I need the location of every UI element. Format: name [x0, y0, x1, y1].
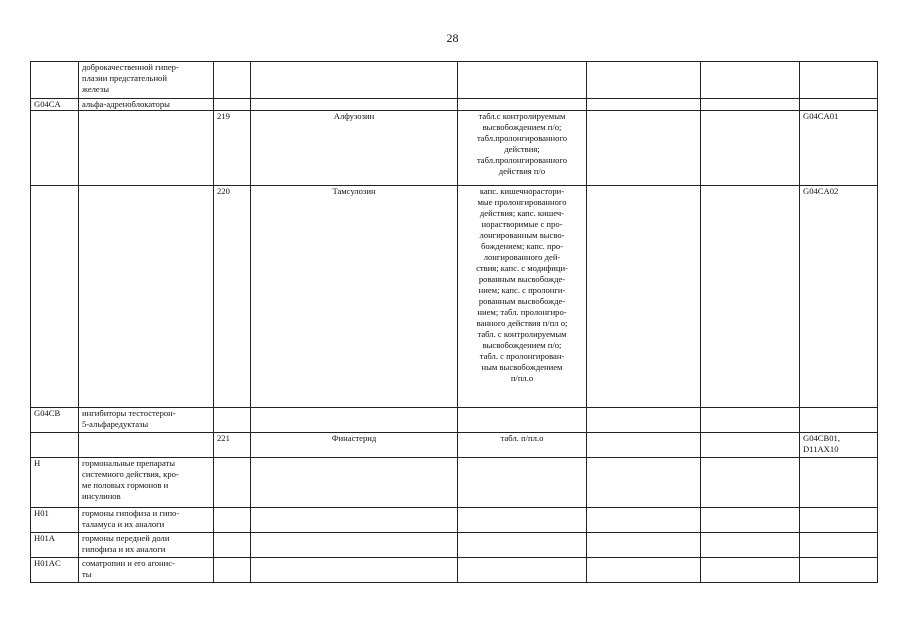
drug-name-cell	[251, 458, 458, 508]
drug-name-cell	[251, 408, 458, 433]
group-name-cell: соматропин и его агонис- ты	[79, 558, 214, 583]
atc-code-cell: H	[31, 458, 79, 508]
dosage-form-cell	[458, 508, 587, 533]
empty-cell	[587, 558, 701, 583]
table-row	[31, 111, 878, 186]
table-row	[31, 99, 878, 111]
empty-cell	[701, 62, 800, 99]
table-row	[31, 558, 878, 583]
empty-cell	[701, 433, 800, 458]
empty-cell	[701, 508, 800, 533]
atc-reference-cell: G04CA02	[800, 186, 878, 408]
drug-name-cell	[251, 558, 458, 583]
dosage-form-cell	[458, 62, 587, 99]
row-number-cell	[214, 62, 251, 99]
group-name-cell: гормональные препараты системного действия, кро- ме половых гормонов и инсулинов	[79, 458, 214, 508]
table-row	[31, 458, 878, 508]
drug-name-cell	[251, 99, 458, 111]
atc-code-cell	[31, 62, 79, 99]
empty-cell	[587, 533, 701, 558]
group-name-cell: ингибиторы тестостерон- 5-альфаредуктазы	[79, 408, 214, 433]
dosage-form-cell	[458, 99, 587, 111]
row-number-cell	[214, 408, 251, 433]
drug-name-cell	[251, 533, 458, 558]
page-number: 28	[446, 31, 459, 45]
group-name-cell: альфа-адреноблокаторы	[79, 99, 214, 111]
group-name-cell	[79, 111, 214, 186]
empty-cell	[587, 508, 701, 533]
empty-cell	[587, 408, 701, 433]
atc-reference-cell	[800, 533, 878, 558]
atc-code-cell: H01	[31, 508, 79, 533]
drug-name-cell: Финастерид	[251, 433, 458, 458]
empty-cell	[701, 186, 800, 408]
row-number-cell: 220	[214, 186, 251, 408]
atc-code-cell: G04CB	[31, 408, 79, 433]
table-row	[31, 408, 878, 433]
drug-name-cell	[251, 508, 458, 533]
dosage-form-cell	[458, 408, 587, 433]
table-row	[31, 533, 878, 558]
row-number-cell	[214, 533, 251, 558]
atc-reference-cell	[800, 99, 878, 111]
empty-cell	[701, 99, 800, 111]
empty-cell	[587, 62, 701, 99]
drug-name-cell: Тамсулозин	[251, 186, 458, 408]
drug-name-cell	[251, 62, 458, 99]
atc-code-cell	[31, 186, 79, 408]
dosage-form-cell: табл.с контролируемым высвобождением п/о; табл.пролонгированного действия; табл.пролонгированного действия п/о	[458, 111, 587, 186]
dosage-form-cell: капс. кишечнорастори- мые пролонгированного действия; капс. кишеч- норастворимые с про- лонгированным высво- бождением; капс. про- лонгированного дей- ствия; капс. с модифици- рованным высвобожде- нием; капс. с пролонги- рованным высвобожде- нием; табл. пролонгиро- ванного действия п/пл о; табл. с контролируемым высвобождением п/о; табл. с пролонгирован- ным высвобождением п/пл.о	[458, 186, 587, 408]
row-number-cell: 219	[214, 111, 251, 186]
atc-code-cell	[31, 111, 79, 186]
row-number-cell	[214, 508, 251, 533]
table-row	[31, 186, 878, 408]
drug-list-table	[30, 61, 878, 583]
atc-reference-cell: G04CA01	[800, 111, 878, 186]
dosage-form-cell: табл. п/пл.о	[458, 433, 587, 458]
table-row	[31, 508, 878, 533]
group-name-cell	[79, 186, 214, 408]
dosage-form-cell	[458, 533, 587, 558]
empty-cell	[701, 558, 800, 583]
atc-reference-cell	[800, 408, 878, 433]
row-number-cell: 221	[214, 433, 251, 458]
atc-code-cell	[31, 433, 79, 458]
empty-cell	[587, 99, 701, 111]
atc-reference-cell	[800, 458, 878, 508]
empty-cell	[587, 186, 701, 408]
atc-code-cell: G04CA	[31, 99, 79, 111]
atc-code-cell: H01A	[31, 533, 79, 558]
atc-reference-cell	[800, 558, 878, 583]
row-number-cell	[214, 558, 251, 583]
empty-cell	[587, 458, 701, 508]
row-number-cell	[214, 99, 251, 111]
empty-cell	[701, 533, 800, 558]
dosage-form-cell	[458, 558, 587, 583]
group-name-cell: доброкачественной гипер- плазии предстательной железы	[79, 62, 214, 99]
atc-reference-cell	[800, 508, 878, 533]
atc-reference-cell	[800, 62, 878, 99]
empty-cell	[587, 111, 701, 186]
table-row	[31, 62, 878, 99]
group-name-cell	[79, 433, 214, 458]
atc-code-cell: H01AC	[31, 558, 79, 583]
empty-cell	[701, 408, 800, 433]
empty-cell	[701, 458, 800, 508]
empty-cell	[587, 433, 701, 458]
dosage-form-cell	[458, 458, 587, 508]
empty-cell	[701, 111, 800, 186]
group-name-cell: гормоны гипофиза и гипо- таламуса и их аналоги	[79, 508, 214, 533]
row-number-cell	[214, 458, 251, 508]
group-name-cell: гормоны передней доли гипофиза и их аналоги	[79, 533, 214, 558]
drug-name-cell: Алфузозин	[251, 111, 458, 186]
atc-reference-cell: G04CB01, D11AX10	[800, 433, 878, 458]
table-row	[31, 433, 878, 458]
